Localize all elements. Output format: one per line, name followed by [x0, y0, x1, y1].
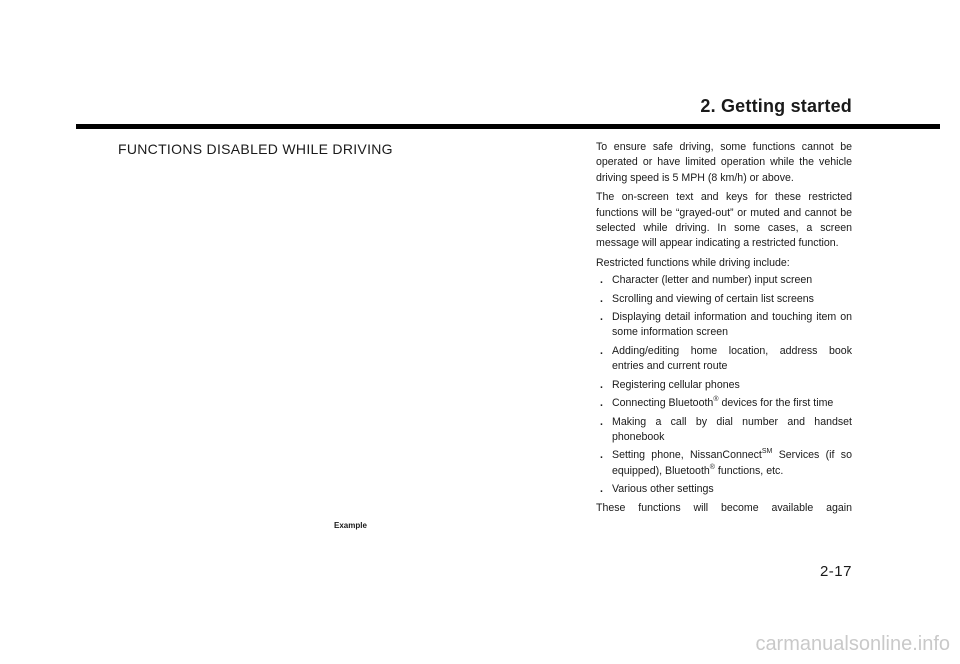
- bullet-icon: .: [600, 483, 603, 496]
- list-item: [596, 482, 852, 497]
- list-item-text: Character (letter and number) input screen: [612, 274, 813, 287]
- list-item-text: Displaying detail information and touching item on some information screen: [612, 311, 852, 339]
- list-item-text: Scrolling and viewing of certain list screens: [612, 292, 814, 305]
- availability-paragraph: These functions will become available again: [596, 501, 852, 514]
- list-item-text: [612, 397, 833, 409]
- list-item: [596, 448, 852, 479]
- body-column: [596, 140, 852, 516]
- page-number: 2-17: [819, 563, 852, 580]
- bullet-icon: .: [600, 274, 603, 287]
- list-item-text: Various other settings: [612, 483, 714, 496]
- setting-phone-text: Setting phone, NissanConnect: [612, 449, 762, 462]
- section-heading: FUNCTIONS DISABLED WHILE DRIVING: [118, 141, 393, 157]
- bullet-icon: .: [600, 415, 603, 428]
- intro-paragraph: To ensure safe driving, some functions cannot be operated or have limited operation while the vehicle driving speed is 5 MPH (8 km/h) or above.: [596, 141, 852, 184]
- bullet-icon: .: [600, 378, 603, 391]
- bullet-icon: .: [600, 397, 603, 410]
- list-item: [596, 378, 852, 393]
- bullet-icon: .: [600, 344, 603, 357]
- bluetooth-text: Connecting Bluetooth: [612, 397, 714, 410]
- list-item-text: Making a call by dial number and handset phonebook: [612, 415, 852, 443]
- figure-caption: Example: [334, 521, 367, 530]
- list-item: [596, 396, 852, 411]
- list-item: [596, 415, 852, 446]
- bullet-icon: .: [600, 311, 603, 324]
- header-rule: [76, 124, 940, 129]
- list-item: [596, 292, 852, 307]
- list-item: [596, 344, 852, 375]
- bullet-icon: .: [600, 449, 603, 462]
- first-time-text: devices for the first time: [721, 397, 834, 410]
- functions-text: functions, etc.: [717, 464, 784, 477]
- list-item-text: Adding/editing home location, address book entries and current route: [612, 344, 852, 373]
- restricted-list-intro: Restricted functions while driving include:: [596, 256, 790, 269]
- bullet-icon: .: [600, 292, 603, 305]
- watermark: carmanualsonline.info: [755, 633, 950, 655]
- chapter-title: 2. Getting started: [700, 96, 852, 116]
- list-item-text: Registering cellular phones: [612, 378, 740, 391]
- list-item: [596, 273, 852, 288]
- services-text: Services (if so equipped), Bluetooth: [612, 449, 852, 477]
- registered-mark: ®: [709, 463, 715, 471]
- grayed-out-paragraph: The on-screen text and keys for these restricted functions will be “grayed-out” or muted and cannot be selected while driving. In some cases, a screen message will appear indicating a restricted function.: [596, 191, 852, 250]
- registered-mark: ®: [713, 396, 719, 404]
- list-item: [596, 310, 852, 341]
- list-item-text: [612, 449, 852, 476]
- restricted-functions-list: [596, 273, 852, 497]
- example-figure: [118, 168, 580, 524]
- service-mark: SM: [761, 448, 773, 456]
